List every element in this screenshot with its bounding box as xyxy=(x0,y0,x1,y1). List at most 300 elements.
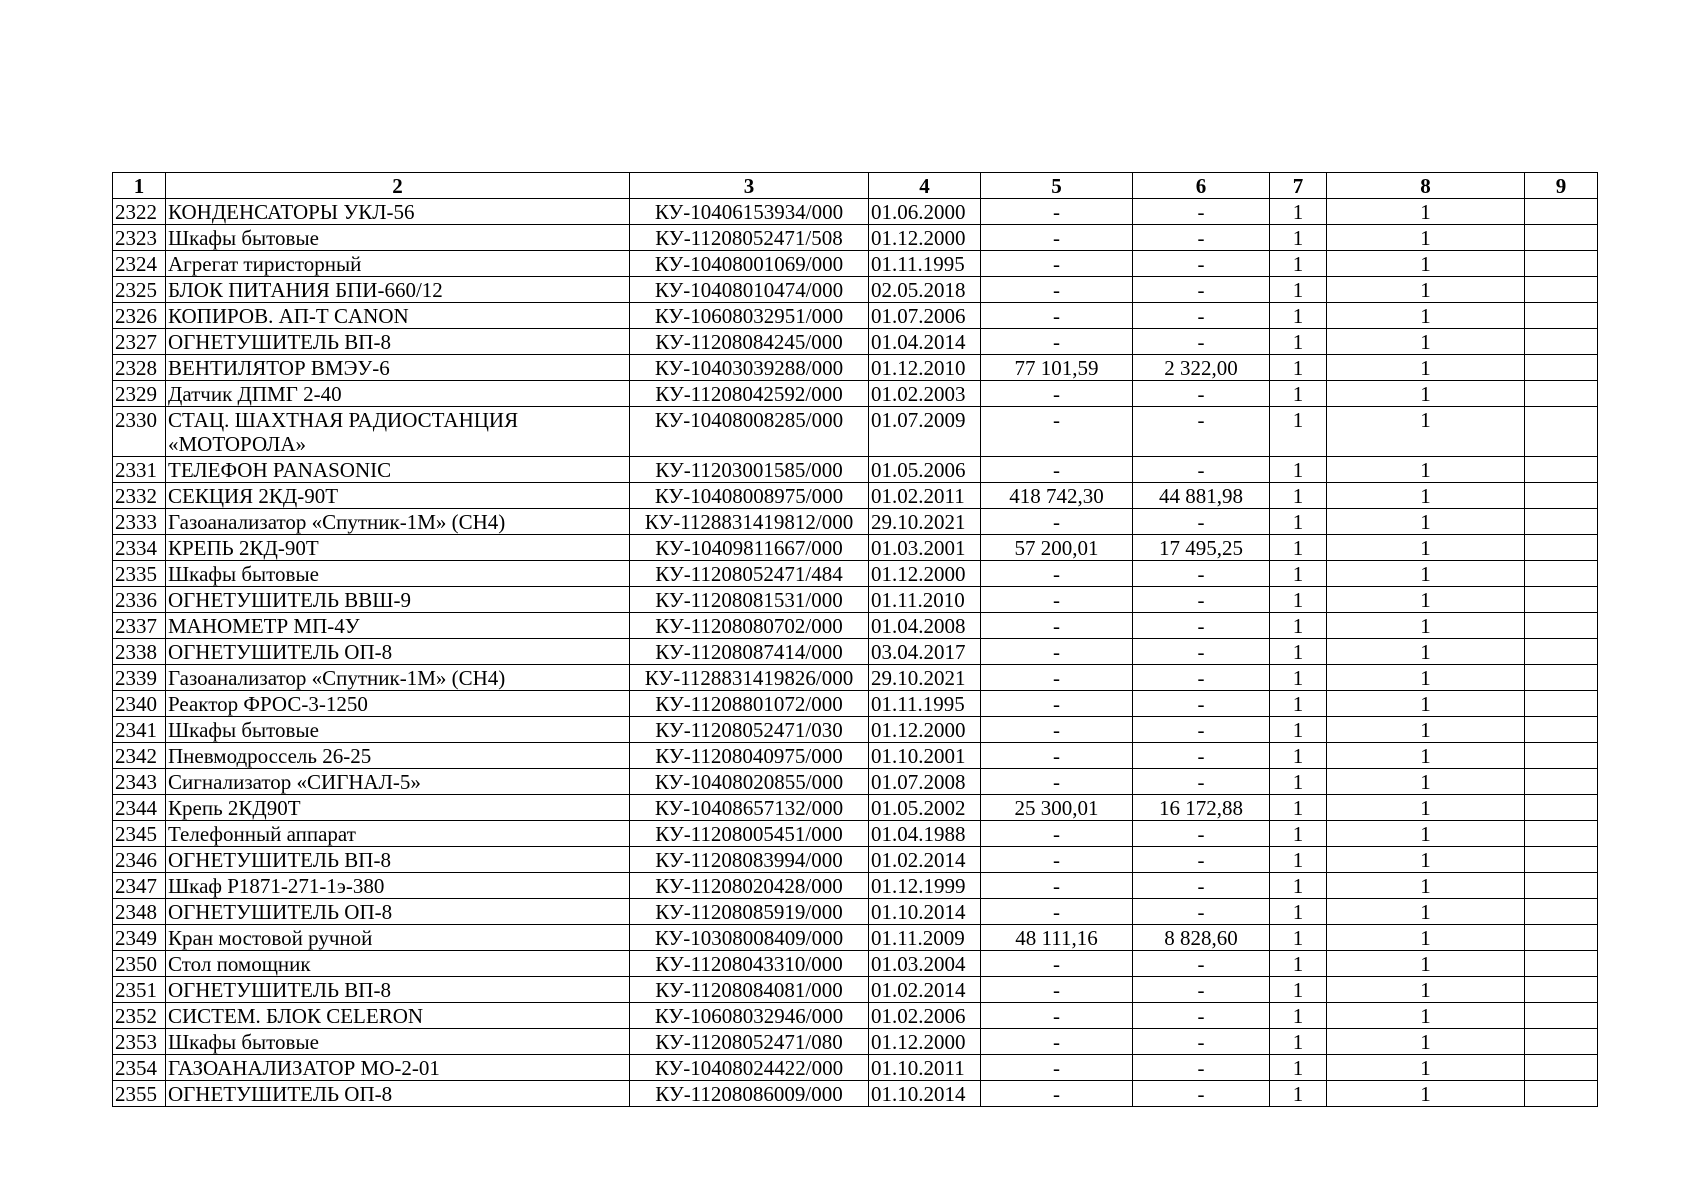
table-header-row xyxy=(113,173,1598,199)
table-cell-col-1: 2345 xyxy=(113,821,166,847)
table-row xyxy=(113,199,1598,225)
table-cell-col-4: 01.04.2014 xyxy=(869,329,981,355)
table-cell-col-5: - xyxy=(981,899,1133,925)
table-cell-col-6: 44 881,98 xyxy=(1133,483,1270,509)
table-cell-col-5: - xyxy=(981,509,1133,535)
table-cell-col-3: КУ-10408657132/000 xyxy=(630,795,869,821)
table-cell-col-5: 25 300,01 xyxy=(981,795,1133,821)
table-row xyxy=(113,535,1598,561)
table-cell-col-1: 2324 xyxy=(113,251,166,277)
table-cell-col-1: 2344 xyxy=(113,795,166,821)
table-cell-col-8: 1 xyxy=(1327,951,1525,977)
table-cell-col-7: 1 xyxy=(1270,951,1327,977)
table-row xyxy=(113,795,1598,821)
table-cell-col-8: 1 xyxy=(1327,665,1525,691)
table-cell-col-1: 2326 xyxy=(113,303,166,329)
table-cell-col-5: - xyxy=(981,1029,1133,1055)
table-cell-col-8: 1 xyxy=(1327,795,1525,821)
column-header-8: 8 xyxy=(1327,173,1525,199)
table-cell-col-5: 48 111,16 xyxy=(981,925,1133,951)
table-cell-col-3: КУ-11208020428/000 xyxy=(630,873,869,899)
table-cell-col-4: 01.12.2000 xyxy=(869,225,981,251)
table-cell-col-6: - xyxy=(1133,613,1270,639)
table-cell-col-2: Кран мостовой ручной xyxy=(166,925,630,951)
table-cell-col-9 xyxy=(1525,457,1598,483)
table-cell-col-9 xyxy=(1525,277,1598,303)
table-row xyxy=(113,355,1598,381)
table-cell-col-2: ОГНЕТУШИТЕЛЬ ВП-8 xyxy=(166,329,630,355)
table-row xyxy=(113,977,1598,1003)
table-cell-col-6: - xyxy=(1133,277,1270,303)
table-cell-col-6: - xyxy=(1133,225,1270,251)
table-cell-col-9 xyxy=(1525,769,1598,795)
table-cell-col-4: 01.05.2006 xyxy=(869,457,981,483)
table-cell-col-6: - xyxy=(1133,303,1270,329)
table-cell-col-2: Сигнализатор «СИГНАЛ-5» xyxy=(166,769,630,795)
table-row xyxy=(113,613,1598,639)
table-row xyxy=(113,1081,1598,1107)
table-cell-col-5: 418 742,30 xyxy=(981,483,1133,509)
table-row xyxy=(113,277,1598,303)
table-cell-col-7: 1 xyxy=(1270,821,1327,847)
table-row xyxy=(113,847,1598,873)
column-header-7: 7 xyxy=(1270,173,1327,199)
table-cell-col-4: 01.05.2002 xyxy=(869,795,981,821)
table-cell-col-6: - xyxy=(1133,561,1270,587)
table-cell-col-6: - xyxy=(1133,899,1270,925)
table-cell-col-1: 2342 xyxy=(113,743,166,769)
table-cell-col-3: КУ-10408010474/000 xyxy=(630,277,869,303)
table-row xyxy=(113,899,1598,925)
table-row xyxy=(113,457,1598,483)
table-cell-col-9 xyxy=(1525,355,1598,381)
table-cell-col-5: - xyxy=(981,821,1133,847)
table-cell-col-5: - xyxy=(981,225,1133,251)
table-cell-col-2: Крепь 2КД90Т xyxy=(166,795,630,821)
table-cell-col-5: - xyxy=(981,277,1133,303)
table-cell-col-4: 01.11.1995 xyxy=(869,251,981,277)
table-cell-col-3: КУ-11208081531/000 xyxy=(630,587,869,613)
table-cell-col-7: 1 xyxy=(1270,303,1327,329)
table-cell-col-6: 17 495,25 xyxy=(1133,535,1270,561)
table-row xyxy=(113,951,1598,977)
table-cell-col-1: 2325 xyxy=(113,277,166,303)
table-cell-col-1: 2350 xyxy=(113,951,166,977)
table-cell-col-6: - xyxy=(1133,665,1270,691)
table-cell-col-9 xyxy=(1525,251,1598,277)
table-cell-col-7: 1 xyxy=(1270,329,1327,355)
table-cell-col-7: 1 xyxy=(1270,483,1327,509)
table-cell-col-2: БЛОК ПИТАНИЯ БПИ-660/12 xyxy=(166,277,630,303)
table-cell-col-9 xyxy=(1525,873,1598,899)
table-cell-col-5: - xyxy=(981,407,1133,457)
table-cell-col-2: МАНОМЕТР МП-4У xyxy=(166,613,630,639)
table-cell-col-1: 2331 xyxy=(113,457,166,483)
table-cell-col-4: 01.12.2000 xyxy=(869,561,981,587)
table-cell-col-2: Газоанализатор «Спутник-1М» (СН4) xyxy=(166,509,630,535)
table-cell-col-8: 1 xyxy=(1327,639,1525,665)
table-cell-col-6: - xyxy=(1133,847,1270,873)
table-cell-col-1: 2334 xyxy=(113,535,166,561)
table-cell-col-1: 2338 xyxy=(113,639,166,665)
table-cell-col-1: 2330 xyxy=(113,407,166,457)
table-cell-col-3: КУ-10308008409/000 xyxy=(630,925,869,951)
table-cell-col-8: 1 xyxy=(1327,1003,1525,1029)
table-cell-col-9 xyxy=(1525,691,1598,717)
table-cell-col-1: 2337 xyxy=(113,613,166,639)
table-cell-col-1: 2355 xyxy=(113,1081,166,1107)
table-cell-col-8: 1 xyxy=(1327,821,1525,847)
table-cell-col-9 xyxy=(1525,639,1598,665)
table-cell-col-9 xyxy=(1525,665,1598,691)
table-cell-col-9 xyxy=(1525,381,1598,407)
table-cell-col-3: КУ-11208080702/000 xyxy=(630,613,869,639)
table-cell-col-9 xyxy=(1525,303,1598,329)
table-cell-col-4: 01.12.2010 xyxy=(869,355,981,381)
table-cell-col-7: 1 xyxy=(1270,899,1327,925)
table-cell-col-3: КУ-10408001069/000 xyxy=(630,251,869,277)
table-cell-col-2: Шкафы бытовые xyxy=(166,225,630,251)
table-cell-col-1: 2323 xyxy=(113,225,166,251)
table-row xyxy=(113,587,1598,613)
table-cell-col-4: 01.10.2014 xyxy=(869,1081,981,1107)
table-cell-col-8: 1 xyxy=(1327,561,1525,587)
table-cell-col-1: 2347 xyxy=(113,873,166,899)
table-cell-col-7: 1 xyxy=(1270,457,1327,483)
table-cell-col-7: 1 xyxy=(1270,1081,1327,1107)
table-cell-col-9 xyxy=(1525,795,1598,821)
table-cell-col-7: 1 xyxy=(1270,587,1327,613)
table-cell-col-9 xyxy=(1525,561,1598,587)
table-cell-col-9 xyxy=(1525,329,1598,355)
table-cell-col-4: 01.10.2011 xyxy=(869,1055,981,1081)
table-cell-col-6: - xyxy=(1133,639,1270,665)
table-cell-col-2: Агрегат тиристорный xyxy=(166,251,630,277)
table-cell-col-2: СЕКЦИЯ 2КД-90Т xyxy=(166,483,630,509)
table-cell-col-5: 77 101,59 xyxy=(981,355,1133,381)
table-cell-col-4: 01.07.2006 xyxy=(869,303,981,329)
table-cell-col-6: - xyxy=(1133,1003,1270,1029)
table-row xyxy=(113,873,1598,899)
table-cell-col-1: 2336 xyxy=(113,587,166,613)
table-row xyxy=(113,483,1598,509)
table-cell-col-1: 2353 xyxy=(113,1029,166,1055)
table-row xyxy=(113,509,1598,535)
table-cell-col-2: ОГНЕТУШИТЕЛЬ ОП-8 xyxy=(166,1081,630,1107)
table-cell-col-1: 2322 xyxy=(113,199,166,225)
table-row xyxy=(113,665,1598,691)
table-cell-col-5: - xyxy=(981,665,1133,691)
table-row xyxy=(113,769,1598,795)
table-cell-col-9 xyxy=(1525,225,1598,251)
table-cell-col-2: Датчик ДПМГ 2-40 xyxy=(166,381,630,407)
table-cell-col-8: 1 xyxy=(1327,1081,1525,1107)
table-cell-col-3: КУ-11208085919/000 xyxy=(630,899,869,925)
table-cell-col-7: 1 xyxy=(1270,1029,1327,1055)
table-cell-col-5: - xyxy=(981,743,1133,769)
table-cell-col-7: 1 xyxy=(1270,355,1327,381)
table-cell-col-7: 1 xyxy=(1270,277,1327,303)
table-cell-col-7: 1 xyxy=(1270,381,1327,407)
table-cell-col-7: 1 xyxy=(1270,977,1327,1003)
table-cell-col-9 xyxy=(1525,717,1598,743)
table-row xyxy=(113,743,1598,769)
table-cell-col-5: - xyxy=(981,303,1133,329)
table-cell-col-7: 1 xyxy=(1270,535,1327,561)
table-cell-col-6: - xyxy=(1133,691,1270,717)
table-cell-col-7: 1 xyxy=(1270,717,1327,743)
table-cell-col-5: - xyxy=(981,639,1133,665)
table-cell-col-7: 1 xyxy=(1270,199,1327,225)
table-cell-col-8: 1 xyxy=(1327,277,1525,303)
table-cell-col-2: Газоанализатор «Спутник-1М» (СН4) xyxy=(166,665,630,691)
table-cell-col-3: КУ-1128831419826/000 xyxy=(630,665,869,691)
table-cell-col-6: - xyxy=(1133,769,1270,795)
table-cell-col-5: 57 200,01 xyxy=(981,535,1133,561)
table-cell-col-9 xyxy=(1525,407,1598,457)
table-cell-col-6: 8 828,60 xyxy=(1133,925,1270,951)
table-cell-col-2: ОГНЕТУШИТЕЛЬ ОП-8 xyxy=(166,639,630,665)
table-cell-col-2: ОГНЕТУШИТЕЛЬ ВП-8 xyxy=(166,977,630,1003)
table-row xyxy=(113,925,1598,951)
table-cell-col-3: КУ-1128831419812/000 xyxy=(630,509,869,535)
table-row xyxy=(113,407,1598,457)
table-cell-col-1: 2348 xyxy=(113,899,166,925)
table-cell-col-6: - xyxy=(1133,329,1270,355)
table-cell-col-8: 1 xyxy=(1327,691,1525,717)
table-cell-col-6: - xyxy=(1133,717,1270,743)
table-cell-col-9 xyxy=(1525,587,1598,613)
table-cell-col-4: 01.12.1999 xyxy=(869,873,981,899)
table-cell-col-8: 1 xyxy=(1327,355,1525,381)
table-cell-col-4: 01.04.1988 xyxy=(869,821,981,847)
table-cell-col-2: ВЕНТИЛЯТОР ВМЭУ-6 xyxy=(166,355,630,381)
table-cell-col-5: - xyxy=(981,199,1133,225)
inventory-table xyxy=(112,172,1598,1107)
table-cell-col-7: 1 xyxy=(1270,251,1327,277)
table-cell-col-4: 01.02.2006 xyxy=(869,1003,981,1029)
table-cell-col-1: 2346 xyxy=(113,847,166,873)
table-cell-col-9 xyxy=(1525,1081,1598,1107)
table-cell-col-6: - xyxy=(1133,407,1270,457)
table-cell-col-1: 2339 xyxy=(113,665,166,691)
table-cell-col-5: - xyxy=(981,251,1133,277)
table-cell-col-4: 01.06.2000 xyxy=(869,199,981,225)
table-cell-col-2: Реактор ФРОС-3-1250 xyxy=(166,691,630,717)
table-cell-col-9 xyxy=(1525,199,1598,225)
table-cell-col-5: - xyxy=(981,977,1133,1003)
table-cell-col-8: 1 xyxy=(1327,743,1525,769)
table-cell-col-2: Шкафы бытовые xyxy=(166,1029,630,1055)
table-cell-col-3: КУ-11208052471/030 xyxy=(630,717,869,743)
table-cell-col-7: 1 xyxy=(1270,795,1327,821)
table-cell-col-6: - xyxy=(1133,251,1270,277)
table-cell-col-2: Пневмодроссель 26-25 xyxy=(166,743,630,769)
table-cell-col-8: 1 xyxy=(1327,199,1525,225)
column-header-5: 5 xyxy=(981,173,1133,199)
table-cell-col-2: ОГНЕТУШИТЕЛЬ ВВШ-9 xyxy=(166,587,630,613)
table-cell-col-1: 2332 xyxy=(113,483,166,509)
table-cell-col-1: 2352 xyxy=(113,1003,166,1029)
table-row xyxy=(113,691,1598,717)
table-cell-col-7: 1 xyxy=(1270,225,1327,251)
table-cell-col-4: 01.02.2014 xyxy=(869,847,981,873)
table-cell-col-4: 01.11.2009 xyxy=(869,925,981,951)
table-cell-col-7: 1 xyxy=(1270,769,1327,795)
table-cell-col-2: КОПИРОВ. АП-Т CANON xyxy=(166,303,630,329)
table-cell-col-4: 29.10.2021 xyxy=(869,665,981,691)
table-cell-col-3: КУ-10608032946/000 xyxy=(630,1003,869,1029)
table-cell-col-2: СТАЦ. ШАХТНАЯ РАДИОСТАНЦИЯ «МОТОРОЛА» xyxy=(166,407,630,457)
table-cell-col-9 xyxy=(1525,977,1598,1003)
table-row xyxy=(113,329,1598,355)
table-row xyxy=(113,381,1598,407)
table-cell-col-8: 1 xyxy=(1327,925,1525,951)
table-cell-col-2: ОГНЕТУШИТЕЛЬ ВП-8 xyxy=(166,847,630,873)
table-cell-col-2: Шкафы бытовые xyxy=(166,561,630,587)
table-cell-col-4: 01.07.2009 xyxy=(869,407,981,457)
table-cell-col-1: 2340 xyxy=(113,691,166,717)
table-cell-col-9 xyxy=(1525,847,1598,873)
table-cell-col-8: 1 xyxy=(1327,847,1525,873)
table-cell-col-4: 01.11.2010 xyxy=(869,587,981,613)
table-row xyxy=(113,303,1598,329)
table-cell-col-3: КУ-10408024422/000 xyxy=(630,1055,869,1081)
table-cell-col-3: КУ-11208801072/000 xyxy=(630,691,869,717)
table-cell-col-5: - xyxy=(981,381,1133,407)
table-cell-col-5: - xyxy=(981,561,1133,587)
table-cell-col-3: КУ-11208052471/080 xyxy=(630,1029,869,1055)
table-row xyxy=(113,821,1598,847)
table-cell-col-8: 1 xyxy=(1327,509,1525,535)
column-header-9: 9 xyxy=(1525,173,1598,199)
table-cell-col-3: КУ-10409811667/000 xyxy=(630,535,869,561)
table-cell-col-9 xyxy=(1525,951,1598,977)
table-cell-col-7: 1 xyxy=(1270,925,1327,951)
table-cell-col-4: 01.02.2011 xyxy=(869,483,981,509)
table-cell-col-3: КУ-11208042592/000 xyxy=(630,381,869,407)
table-cell-col-1: 2327 xyxy=(113,329,166,355)
table-cell-col-6: - xyxy=(1133,951,1270,977)
table-cell-col-3: КУ-11208083994/000 xyxy=(630,847,869,873)
table-row xyxy=(113,561,1598,587)
table-cell-col-2: Стол помощник xyxy=(166,951,630,977)
table-cell-col-6: - xyxy=(1133,743,1270,769)
table-cell-col-2: ГАЗОАНАЛИЗАТОР МО-2-01 xyxy=(166,1055,630,1081)
table-cell-col-6: - xyxy=(1133,1055,1270,1081)
table-cell-col-5: - xyxy=(981,873,1133,899)
column-header-6: 6 xyxy=(1133,173,1270,199)
table-cell-col-4: 01.07.2008 xyxy=(869,769,981,795)
table-cell-col-3: КУ-11203001585/000 xyxy=(630,457,869,483)
table-cell-col-3: КУ-11208040975/000 xyxy=(630,743,869,769)
column-header-2: 2 xyxy=(166,173,630,199)
table-cell-col-5: - xyxy=(981,613,1133,639)
table-cell-col-8: 1 xyxy=(1327,251,1525,277)
table-cell-col-4: 01.12.2000 xyxy=(869,1029,981,1055)
table-cell-col-5: - xyxy=(981,1055,1133,1081)
table-cell-col-4: 03.04.2017 xyxy=(869,639,981,665)
table-cell-col-4: 01.02.2003 xyxy=(869,381,981,407)
table-cell-col-4: 29.10.2021 xyxy=(869,509,981,535)
table-cell-col-7: 1 xyxy=(1270,665,1327,691)
table-cell-col-3: КУ-10406153934/000 xyxy=(630,199,869,225)
table-cell-col-6: - xyxy=(1133,587,1270,613)
table-cell-col-8: 1 xyxy=(1327,535,1525,561)
table-row xyxy=(113,1003,1598,1029)
table-cell-col-9 xyxy=(1525,509,1598,535)
table-row xyxy=(113,1055,1598,1081)
table-cell-col-7: 1 xyxy=(1270,509,1327,535)
table-cell-col-9 xyxy=(1525,743,1598,769)
table-cell-col-4: 01.04.2008 xyxy=(869,613,981,639)
table-cell-col-2: КОНДЕНСАТОРЫ УКЛ-56 xyxy=(166,199,630,225)
table-cell-col-8: 1 xyxy=(1327,303,1525,329)
table-cell-col-7: 1 xyxy=(1270,743,1327,769)
table-cell-col-6: 16 172,88 xyxy=(1133,795,1270,821)
table-cell-col-1: 2349 xyxy=(113,925,166,951)
table-cell-col-4: 01.10.2014 xyxy=(869,899,981,925)
table-cell-col-2: Шкафы бытовые xyxy=(166,717,630,743)
table-cell-col-8: 1 xyxy=(1327,899,1525,925)
table-cell-col-5: - xyxy=(981,457,1133,483)
table-cell-col-5: - xyxy=(981,847,1133,873)
table-cell-col-9 xyxy=(1525,821,1598,847)
table-cell-col-5: - xyxy=(981,1081,1133,1107)
table-cell-col-8: 1 xyxy=(1327,587,1525,613)
table-cell-col-9 xyxy=(1525,613,1598,639)
table-cell-col-6: - xyxy=(1133,509,1270,535)
table-cell-col-7: 1 xyxy=(1270,613,1327,639)
table-cell-col-9 xyxy=(1525,1055,1598,1081)
table-cell-col-8: 1 xyxy=(1327,457,1525,483)
table-cell-col-2: ОГНЕТУШИТЕЛЬ ОП-8 xyxy=(166,899,630,925)
table-cell-col-2: Шкаф Р1871-271-1э-380 xyxy=(166,873,630,899)
table-cell-col-9 xyxy=(1525,483,1598,509)
table-cell-col-3: КУ-10408008975/000 xyxy=(630,483,869,509)
table-cell-col-3: КУ-11208084245/000 xyxy=(630,329,869,355)
table-cell-col-5: - xyxy=(981,587,1133,613)
table-row xyxy=(113,717,1598,743)
table-cell-col-8: 1 xyxy=(1327,483,1525,509)
table-cell-col-9 xyxy=(1525,1029,1598,1055)
table-cell-col-8: 1 xyxy=(1327,407,1525,457)
table-cell-col-5: - xyxy=(981,329,1133,355)
table-cell-col-6: - xyxy=(1133,457,1270,483)
table-cell-col-3: КУ-11208043310/000 xyxy=(630,951,869,977)
table-row xyxy=(113,1029,1598,1055)
table-cell-col-7: 1 xyxy=(1270,847,1327,873)
table-cell-col-1: 2343 xyxy=(113,769,166,795)
column-header-4: 4 xyxy=(869,173,981,199)
table-cell-col-8: 1 xyxy=(1327,1029,1525,1055)
table-cell-col-2: СИСТЕМ. БЛОК CELERON xyxy=(166,1003,630,1029)
table-cell-col-3: КУ-11208087414/000 xyxy=(630,639,869,665)
table-cell-col-3: КУ-11208052471/484 xyxy=(630,561,869,587)
table-cell-col-3: КУ-11208086009/000 xyxy=(630,1081,869,1107)
table-row xyxy=(113,225,1598,251)
table-cell-col-4: 02.05.2018 xyxy=(869,277,981,303)
table-cell-col-2: ТЕЛЕФОН PANASONIC xyxy=(166,457,630,483)
table-cell-col-7: 1 xyxy=(1270,1003,1327,1029)
table-cell-col-8: 1 xyxy=(1327,1055,1525,1081)
table-cell-col-4: 01.02.2014 xyxy=(869,977,981,1003)
table-cell-col-8: 1 xyxy=(1327,769,1525,795)
table-row xyxy=(113,251,1598,277)
table-cell-col-3: КУ-10608032951/000 xyxy=(630,303,869,329)
table-cell-col-6: - xyxy=(1133,977,1270,1003)
column-header-1: 1 xyxy=(113,173,166,199)
